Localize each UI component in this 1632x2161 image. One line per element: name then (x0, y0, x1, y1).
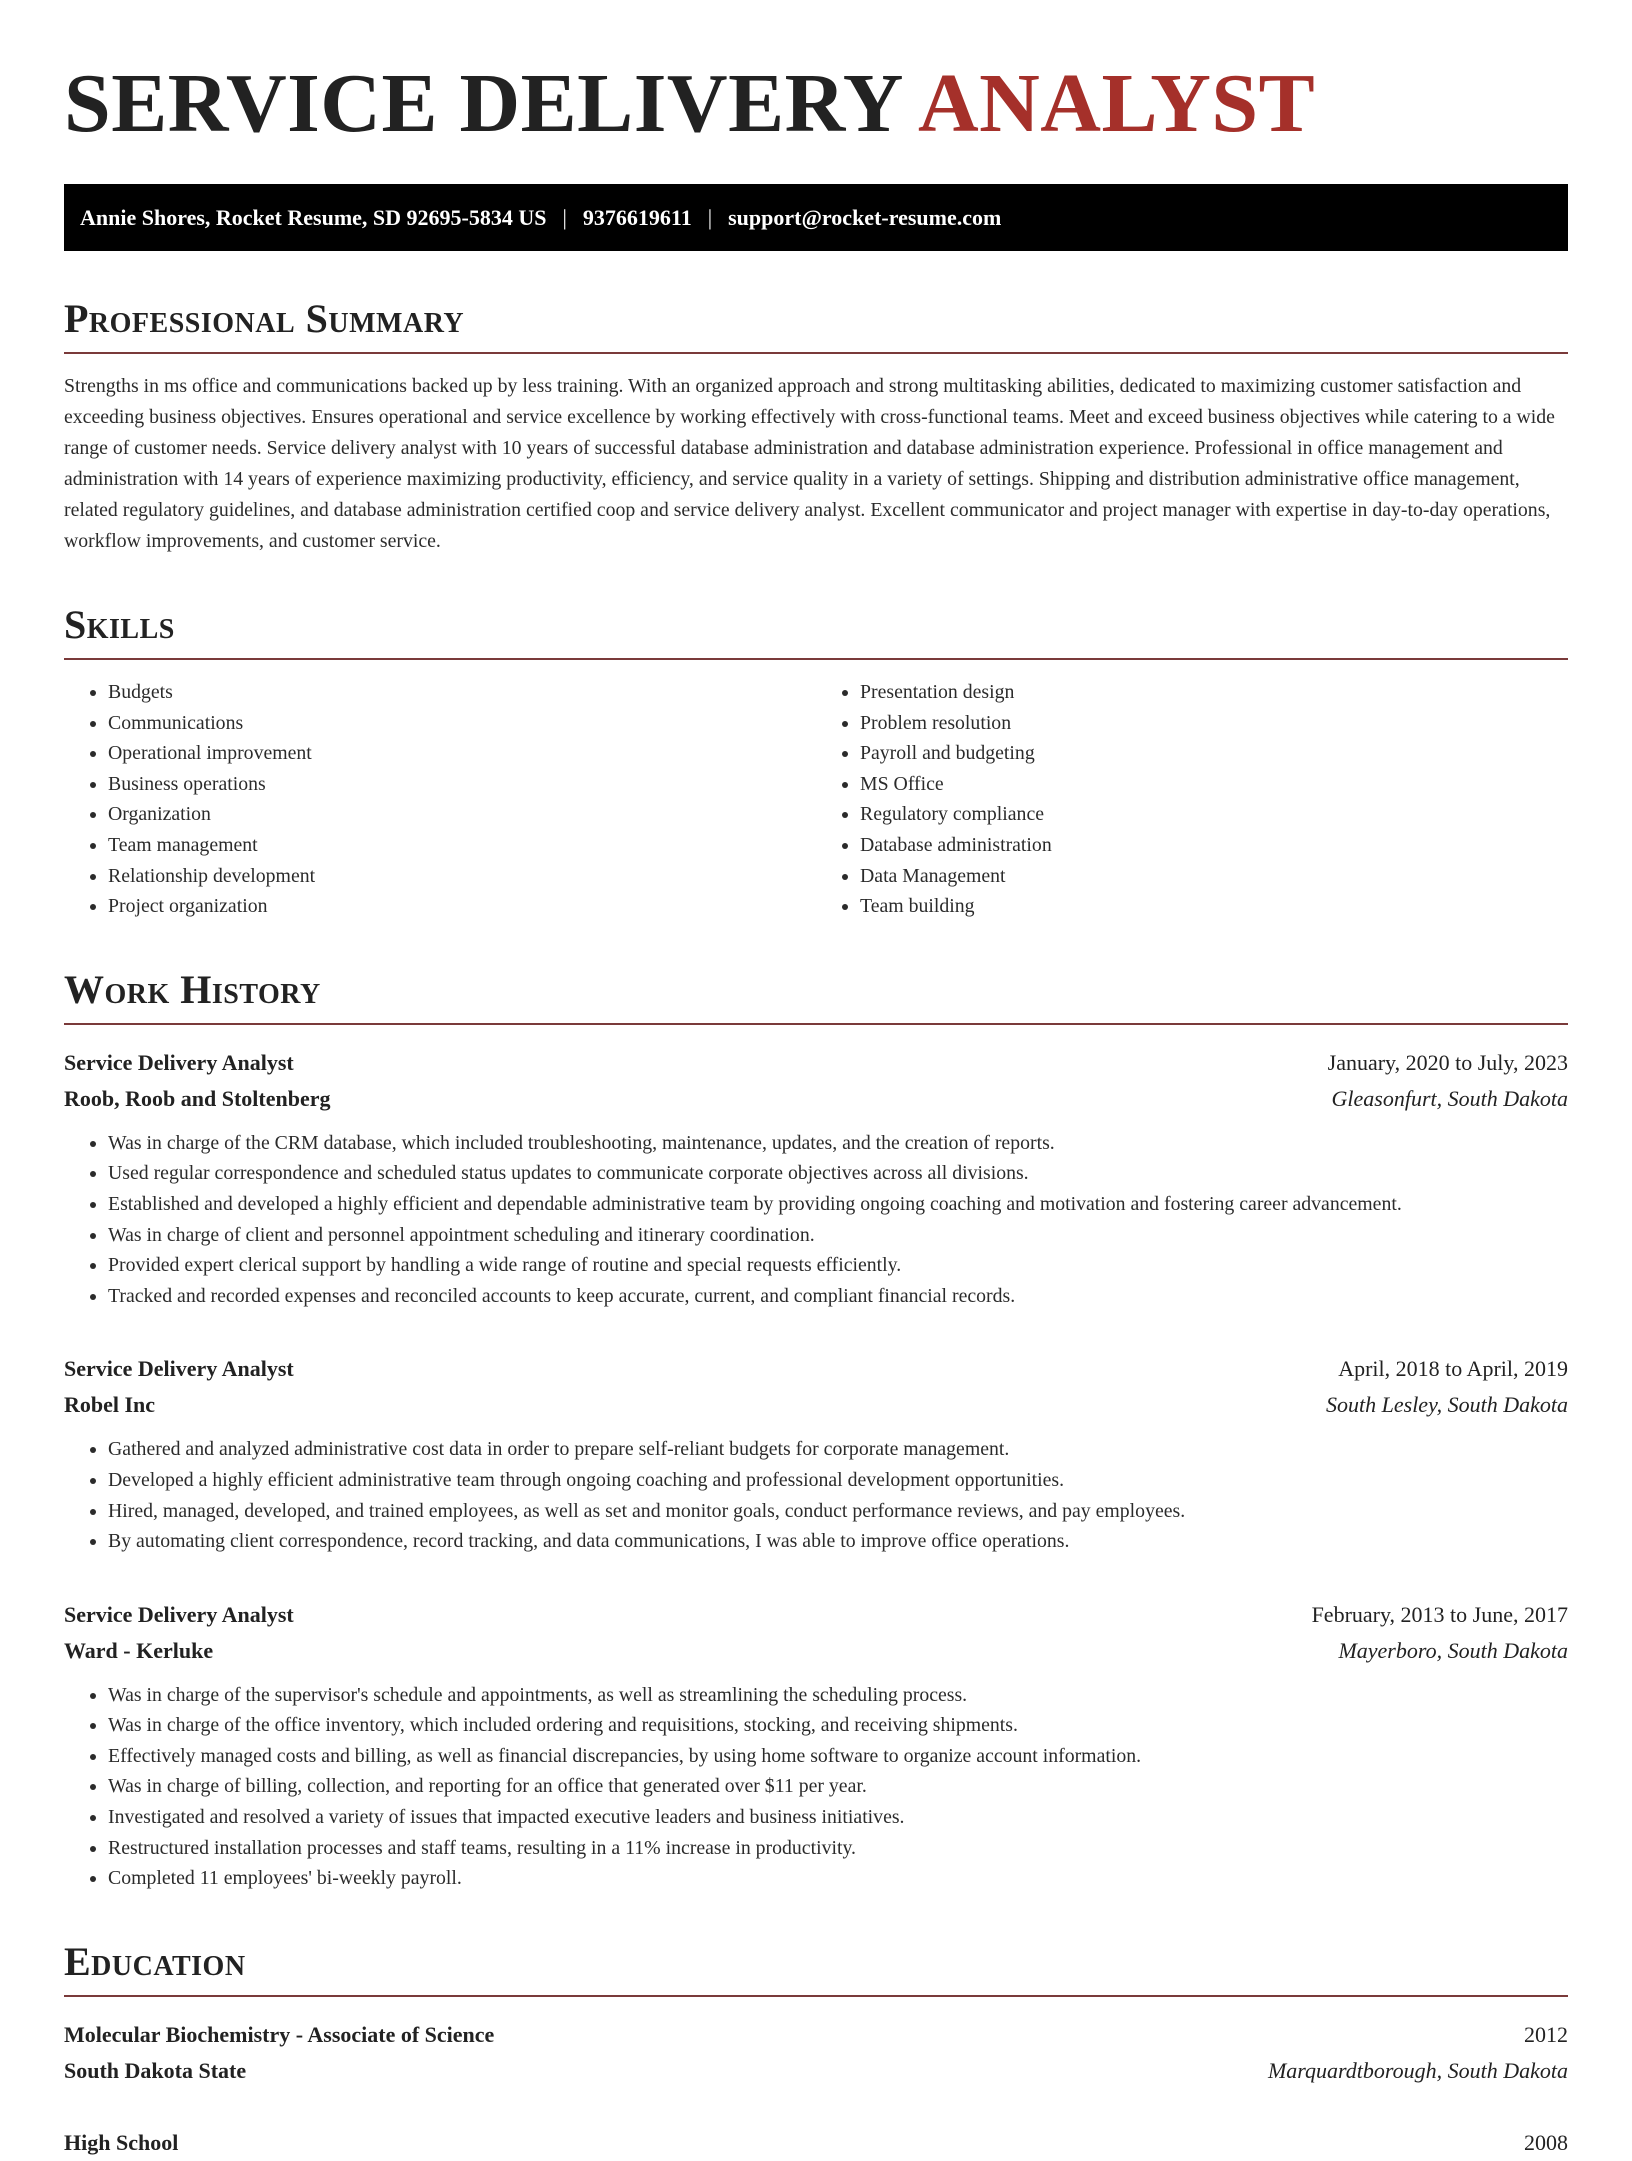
job-header-row (64, 1045, 1568, 1081)
job-bullet: • Was in charge of billing, collection, and reporting for an office that generated over $11 per year. (108, 1771, 1568, 1802)
section-divider (64, 658, 1568, 660)
skills-heading: Skills (64, 602, 175, 647)
job-bullet: • Developed a highly efficient administrative team through ongoing coaching and professional development opportunities. (108, 1465, 1568, 1496)
skill-item: • MS Office (860, 769, 1568, 800)
skill-item: • Communications (108, 708, 816, 739)
skills-list-left (64, 677, 816, 922)
contact-address: Annie Shores, Rocket Resume, SD 92695-5834 US (80, 204, 547, 230)
section-divider (64, 1023, 1568, 1025)
skill-item: • Budgets (108, 677, 816, 708)
job-entry (64, 1597, 1568, 1894)
job-bullet: • Was in charge of the CRM database, which included troubleshooting, maintenance, updates, and the creation of reports. (108, 1128, 1568, 1159)
job-bullet: • Hired, managed, developed, and trained employees, as well as set and monitor goals, conduct performance reviews, and pay employees. (108, 1496, 1568, 1527)
contact-phone: 9376619611 (582, 204, 692, 230)
job-bullet: • Used regular correspondence and scheduled status updates to communicate corporate objectives across all divisions. (108, 1158, 1568, 1189)
skill-item: • Regulatory compliance (860, 799, 1568, 830)
job-location: Mayerboro, South Dakota (1338, 1637, 1568, 1663)
education-year: 2012 (1524, 2021, 1568, 2047)
job-bullet: • Restructured installation processes and staff teams, resulting in a 11% increase in productivity. (108, 1833, 1568, 1864)
job-bullet: • Established and developed a highly efficient and dependable administrative team by providing ongoing coaching and motivation and fostering career advancement. (108, 1189, 1568, 1220)
education-year: 2008 (1524, 2129, 1568, 2155)
name-last: ANALYST (917, 57, 1316, 150)
job-bullet: • Investigated and resolved a variety of issues that impacted executive leaders and business initiatives. (108, 1802, 1568, 1833)
job-entry (64, 1351, 1568, 1556)
job-bullets (64, 1128, 1568, 1312)
education-entry (64, 2017, 1568, 2089)
contact-email: support@rocket-resume.com (728, 204, 1002, 230)
contact-separator: | (707, 204, 713, 230)
job-title: Service Delivery Analyst (64, 1356, 294, 1382)
education-school-row (64, 2053, 1568, 2089)
job-bullets (64, 1434, 1568, 1556)
skill-item: • Project organization (108, 891, 816, 922)
job-header-row (64, 1597, 1568, 1633)
education-degree: Molecular Biochemistry - Associate of Science (64, 2021, 495, 2047)
skill-item: • Team building (860, 891, 1568, 922)
job-bullet: • Was in charge of the supervisor's schedule and appointments, as well as streamlining the scheduling process. (108, 1680, 1568, 1711)
skill-item: • Payroll and budgeting (860, 738, 1568, 769)
summary-section (64, 295, 1568, 557)
job-company: Ward - Kerluke (64, 1637, 214, 1663)
skill-item: • Operational improvement (108, 738, 816, 769)
skill-item: • Relationship development (108, 861, 816, 892)
job-bullet: • Completed 11 employees' bi-weekly payroll. (108, 1863, 1568, 1894)
work-history-section (64, 966, 1568, 1894)
skill-item: • Database administration (860, 830, 1568, 861)
job-bullet: • Was in charge of the office inventory, which included ordering and requisitions, stocking, and receiving shipments. (108, 1710, 1568, 1741)
education-entry (64, 2125, 1568, 2161)
skill-item: • Team management (108, 830, 816, 861)
education-section (64, 1938, 1568, 2161)
job-bullet: • Effectively managed costs and billing, as well as financial discrepancies, by using home software to organize account information. (108, 1741, 1568, 1772)
skill-item: • Organization (108, 799, 816, 830)
education-degree: High School (64, 2129, 179, 2155)
skills-section (64, 601, 1568, 922)
job-company-row (64, 1081, 1568, 1117)
resume-name (64, 0, 1568, 150)
job-bullet: • By automating client correspondence, record tracking, and data communications, I was able to improve office operations. (108, 1526, 1568, 1557)
skill-item: • Data Management (860, 861, 1568, 892)
job-dates: January, 2020 to July, 2023 (1327, 1049, 1568, 1075)
skill-item: • Problem resolution (860, 708, 1568, 739)
education-school: South Dakota State (64, 2057, 247, 2083)
resume-content (64, 0, 1568, 2161)
job-company: Robel Inc (64, 1392, 156, 1418)
job-dates: April, 2018 to April, 2019 (1338, 1356, 1568, 1382)
job-bullets (64, 1680, 1568, 1894)
job-location: Gleasonfurt, South Dakota (1331, 1085, 1568, 1111)
job-bullet: • Provided expert clerical support by handling a wide range of routine and special requests efficiently. (108, 1250, 1568, 1281)
skills-columns (64, 677, 1568, 922)
job-title: Service Delivery Analyst (64, 1049, 294, 1075)
job-bullet: • Tracked and recorded expenses and reconciled accounts to keep accurate, current, and compliant financial records. (108, 1281, 1568, 1312)
education-heading: Education (64, 1938, 246, 1984)
section-divider (64, 352, 1568, 354)
contact-bar (64, 184, 1568, 251)
summary-heading: Professional Summary (64, 296, 465, 341)
education-header-row (64, 2125, 1568, 2161)
skill-item: • Business operations (108, 769, 816, 800)
section-divider (64, 1995, 1568, 1997)
job-entry (64, 1045, 1568, 1312)
job-dates: February, 2013 to June, 2017 (1311, 1601, 1568, 1627)
job-bullet: • Gathered and analyzed administrative cost data in order to prepare self-reliant budgets for corporate management. (108, 1434, 1568, 1465)
job-title: Service Delivery Analyst (64, 1601, 294, 1627)
skills-list-right (816, 677, 1568, 922)
skill-item: • Presentation design (860, 677, 1568, 708)
job-company-row (64, 1633, 1568, 1669)
work-history-heading: Work History (64, 966, 321, 1012)
job-company: Roob, Roob and Stoltenberg (64, 1085, 331, 1111)
job-company-row (64, 1387, 1568, 1423)
job-header-row (64, 1351, 1568, 1387)
job-bullet: • Was in charge of client and personnel appointment scheduling and itinerary coordination. (108, 1220, 1568, 1251)
job-location: South Lesley, South Dakota (1326, 1392, 1568, 1418)
name-first: SERVICE DELIVERY (64, 57, 904, 150)
contact-separator: | (562, 204, 567, 230)
education-location: Marquardtborough, South Dakota (1267, 2057, 1568, 2083)
summary-text: Strengths in ms office and communications backed up by less training. With an organized approach and strong multitasking abilities, dedicated to maximizing customer satisfaction and exceeding business objectives. Ensures operational and service excellence by working effectively with cross-functional teams. Meet and exceed business objectives while catering to a wide range of customer needs. Service delivery analyst with 10 years of successful database administration and database administration experience. Professional in office management and administration with 14 years of experience maximizing productivity, efficiency, and service quality in a variety of settings. Shipping and distribution administrative office management, related regulatory guidelines, and database administration certified coop and service delivery analyst. Excellent communicator and project manager with expertise in day-to-day operations, workflow improvements, and customer service. (64, 375, 1555, 552)
education-header-row (64, 2017, 1568, 2053)
